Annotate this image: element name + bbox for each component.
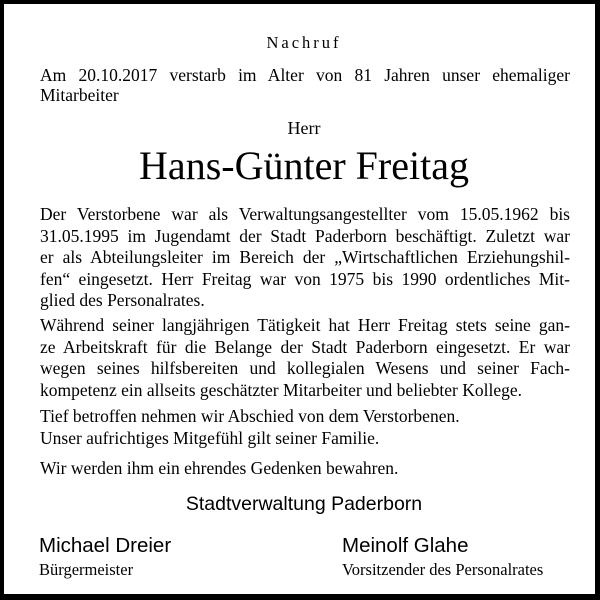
intro-text: Am 20.10.2017 verstarb im Alter von 81 Jahren unser ehemaliger Mitarbeiter <box>40 65 570 105</box>
paragraph-line: Unser aufrichtiges Mitgefühl gilt seiner Familie. <box>40 427 380 448</box>
signatory-title: Bürgermeister <box>39 560 134 579</box>
paragraph-career <box>40 204 570 312</box>
paragraph-line: glied des Personalrates. <box>40 290 205 311</box>
paragraph-tribute <box>40 315 570 401</box>
paragraph-line: kompetenz ein allseits geschätzter Mitarbeiter und beliebter Kollege. <box>40 379 523 400</box>
paragraph-line: Der Verstorbene war als Verwaltungsangestellter vom 15.05.1962 bis <box>40 204 570 224</box>
signatory-name: Michael Dreier <box>39 534 172 557</box>
deceased-name: Hans-Günter Freitag <box>139 143 469 188</box>
honorific: Herr <box>287 118 321 138</box>
paragraph-line: fen“ eingesetzt. Herr Freitag war von 1975 bis 1990 ordentliches Mit- <box>40 268 570 289</box>
paragraph-condolence <box>40 406 570 449</box>
paragraph-line: Während seiner langjährigen Tätigkeit hat Herr Freitag stets seine gan- <box>40 315 570 335</box>
notice-heading: Nachruf <box>266 33 342 52</box>
paragraph-line: Wir werden ihm ein ehrendes Gedenken bewahren. <box>40 458 399 478</box>
signatory-title: Vorsitzender des Personalrates <box>342 560 544 579</box>
paragraph-line: er als Abteilungsleiter im Bereich der „Wirtschaftlichen Erziehungshil- <box>40 247 570 268</box>
paragraph-line: Tief betroffen nehmen wir Abschied von dem Verstorbenen. <box>40 406 460 426</box>
paragraph-line: ze Arbeitskraft für die Belange der Stadt Paderborn eingesetzt. Er war <box>40 336 570 357</box>
paragraph-line: wegen seines hilfsbereiten und kollegialen Wesens und seiner Fach- <box>40 358 570 379</box>
organization-name: Stadtverwaltung Paderborn <box>185 493 423 515</box>
paragraph-memory <box>40 458 570 480</box>
paragraph-line: 31.05.1995 im Jugendamt der Stadt Paderborn beschäftigt. Zuletzt war <box>40 225 570 246</box>
signatory-name: Meinolf Glahe <box>342 534 469 557</box>
